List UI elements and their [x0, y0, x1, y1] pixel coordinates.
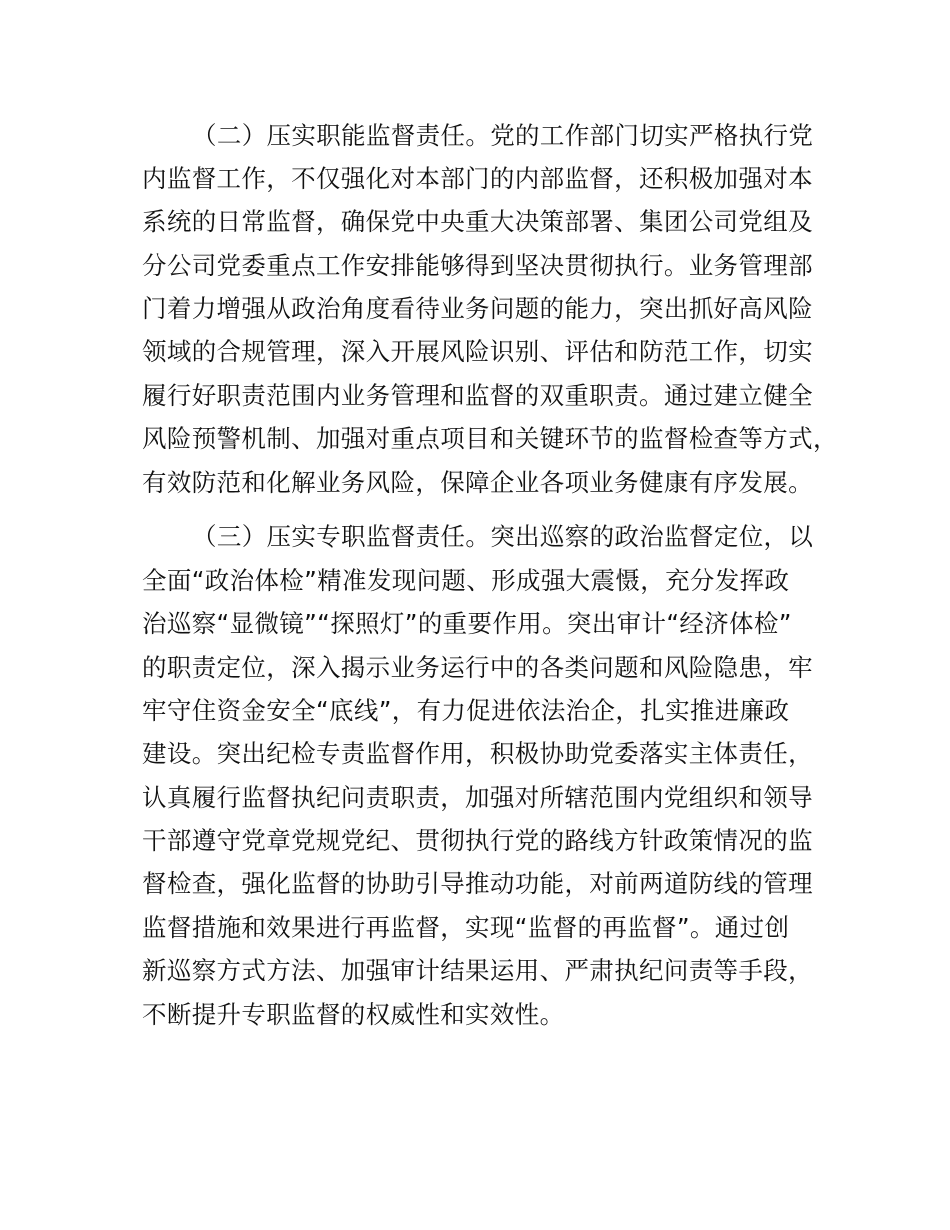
- paragraph-3-line: 监督措施和效果进行再监督，实现“监督的再监督”。通过创: [142, 913, 790, 942]
- paragraph-2-line: 风险预警机制、加强对重点项目和关键环节的监督检查等方式，: [142, 424, 838, 453]
- paragraph-2-line: 有效防范和化解业务风险，保障企业各项业务健康有序发展。: [142, 468, 813, 497]
- paragraph-3-line: 牢守住资金安全“底线”，有力促进依法治企，扎实推进廉政: [142, 696, 790, 725]
- paragraph-2-line: （二）压实职能监督责任。党的工作部门切实严格执行党: [192, 121, 814, 150]
- paragraph-3-line: 认真履行监督执纪问责职责，加强对所辖范围内党组织和领导: [142, 783, 813, 812]
- paragraph-3-line: 治巡察“显微镜”“探照灯”的重要作用。突出审计“经济体检”: [142, 609, 792, 638]
- paragraph-3-line: 干部遵守党章党规党纪、贯彻执行党的路线方针政策情况的监: [142, 826, 813, 855]
- paragraph-2-line: 门着力增强从政治角度看待业务问题的能力，突出抓好高风险: [142, 294, 813, 323]
- paragraph-3-line: 全面“政治体检”精准发现问题、形成强大震慑，充分发挥政: [142, 566, 790, 595]
- paragraph-3-line: 新巡察方式方法、加强审计结果运用、严肃执纪问责等手段，: [142, 956, 813, 985]
- paragraph-2-line: 履行好职责范围内业务管理和监督的双重职责。通过建立健全: [142, 381, 813, 410]
- paragraph-3-line: 不断提升专职监督的权威性和实效性。: [142, 1000, 565, 1029]
- paragraph-2-line: 系统的日常监督，确保党中央重大决策部署、集团公司党组及: [142, 207, 813, 236]
- paragraph-3-line: 的职责定位，深入揭示业务运行中的各类问题和风险隐患，牢: [142, 653, 813, 682]
- paragraph-2-line: 分公司党委重点工作安排能够得到坚决贯彻执行。业务管理部: [142, 251, 813, 280]
- paragraph-2-line: 领域的合规管理，深入开展风险识别、评估和防范工作，切实: [142, 337, 813, 366]
- paragraph-3-line: 建设。突出纪检专责监督作用，积极协助党委落实主体责任，: [142, 739, 813, 768]
- paragraph-3-line: （三）压实专职监督责任。突出巡察的政治监督定位，以: [192, 522, 814, 551]
- paragraph-3-line: 督检查，强化监督的协助引导推动功能，对前两道防线的管理: [142, 869, 813, 898]
- paragraph-2-line: 内监督工作，不仅强化对本部门的内部监督，还积极加强对本: [142, 164, 813, 193]
